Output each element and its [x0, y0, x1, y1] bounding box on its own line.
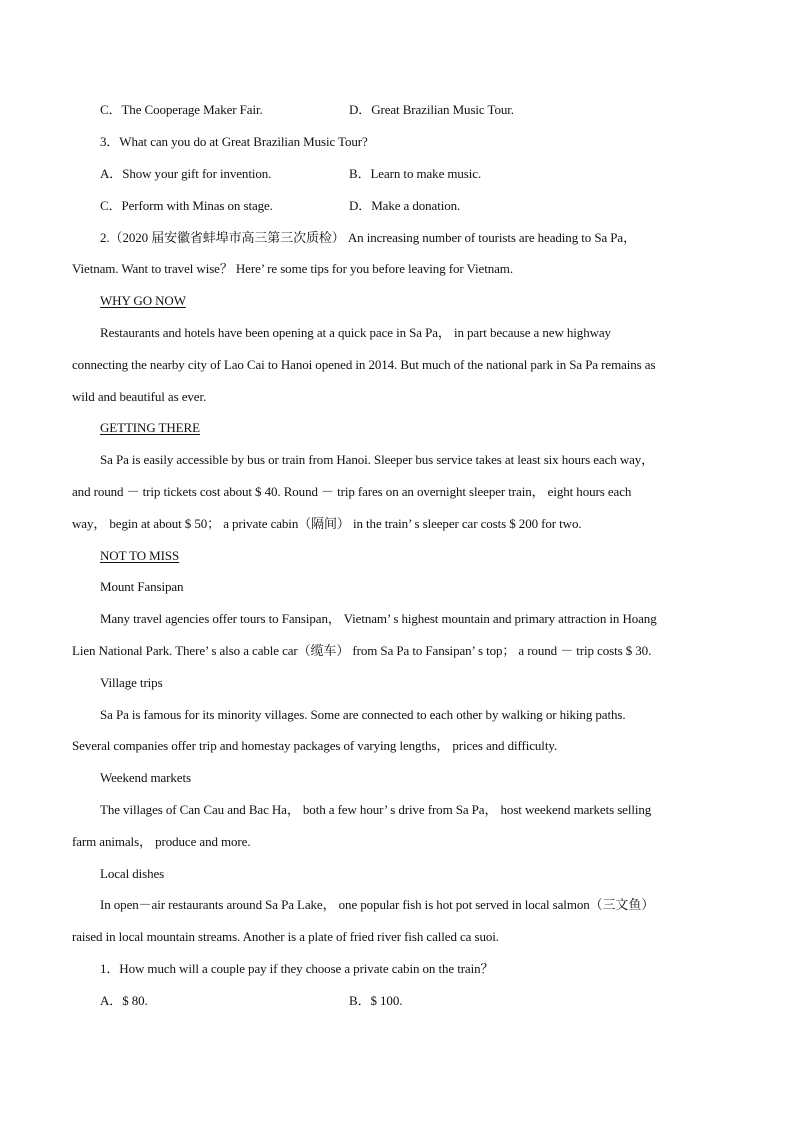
question-1: 1．How much will a couple pay if they choose a private cabin on the train？ [100, 961, 494, 976]
subheading-village-trips: Village trips [100, 675, 163, 690]
paragraph-line: way， begin at about $ 50； a private cabin（隔间） in the train’ s sleeper car costs $ 200 for two. [72, 516, 582, 531]
paragraph-line: In open－air restaurants around Sa Pa Lake， one popular fish is hot pot served in local salmon（三文鱼） [100, 897, 655, 912]
options-row-ab-q1 [100, 991, 403, 1011]
subheading-weekend-markets: Weekend markets [100, 770, 191, 785]
options-row-ab [100, 164, 482, 184]
paragraph-line: Several companies offer trip and homestay packages of varying lengths， prices and difficulty. [72, 738, 558, 753]
options-row-cd-2 [100, 196, 461, 216]
paragraph-line: Sa Pa is easily accessible by bus or train from Hanoi. Sleeper bus service takes at least six hours each way， [100, 452, 655, 467]
paragraph-line: Sa Pa is famous for its minority villages. Some are connected to each other by walking or hiking paths. [100, 707, 626, 722]
option-b: B．Learn to make music. [349, 166, 482, 181]
paragraph-line: The villages of Can Cau and Bac Ha， both a few hour’ s drive from Sa Pa， host weekend markets selling [100, 802, 652, 817]
option-c: C．The Cooperage Maker Fair. [100, 102, 263, 117]
paragraph-line: connecting the nearby city of Lao Cai to Hanoi opened in 2014. But much of the national park in Sa Pa remains as [72, 357, 656, 372]
paragraph-line: Many travel agencies offer tours to Fansipan， Vietnam’ s highest mountain and primary attraction in Hoang [100, 611, 657, 626]
option-c: C．Perform with Minas on stage. [100, 198, 273, 213]
option-a: A．$ 80. [100, 993, 148, 1008]
subheading-mount-fansipan: Mount Fansipan [100, 579, 184, 594]
section-heading-not-to-miss: NOT TO MISS [100, 548, 180, 563]
question-3: 3．What can you do at Great Brazilian Music Tour? [100, 134, 368, 149]
option-a: A．Show your gift for invention. [100, 166, 272, 181]
paragraph-line: Lien National Park. There’ s also a cable car（缆车） from Sa Pa to Fansipan’ s top； a round － trip costs $ 30. [72, 643, 652, 658]
passage-intro-line: Vietnam. Want to travel wise？ Here’ re some tips for you before leaving for Vietnam. [72, 261, 513, 276]
option-d: D．Great Brazilian Music Tour. [349, 102, 514, 117]
passage-intro-line: 2.（2020 届安徽省蚌埠市高三第三次质检） An increasing number of tourists are heading to Sa Pa， [100, 230, 636, 245]
option-d: D．Make a donation. [349, 198, 461, 213]
section-heading-getting-there: GETTING THERE [100, 420, 200, 435]
paragraph-line: wild and beautiful as ever. [72, 389, 207, 404]
paragraph-line: Restaurants and hotels have been opening at a quick pace in Sa Pa， in part because a new highway [100, 325, 611, 340]
subheading-local-dishes: Local dishes [100, 866, 165, 881]
section-heading-why-go-now: WHY GO NOW [100, 293, 186, 308]
option-b: B．$ 100. [349, 993, 403, 1008]
paragraph-line: and round － trip tickets cost about $ 40. Round － trip fares on an overnight sleeper train， eight hours each [72, 484, 632, 499]
paragraph-line: farm animals， produce and more. [72, 834, 251, 849]
options-row-cd [100, 100, 514, 120]
paragraph-line: raised in local mountain streams. Another is a plate of fried river fish called ca suoi. [72, 929, 499, 944]
